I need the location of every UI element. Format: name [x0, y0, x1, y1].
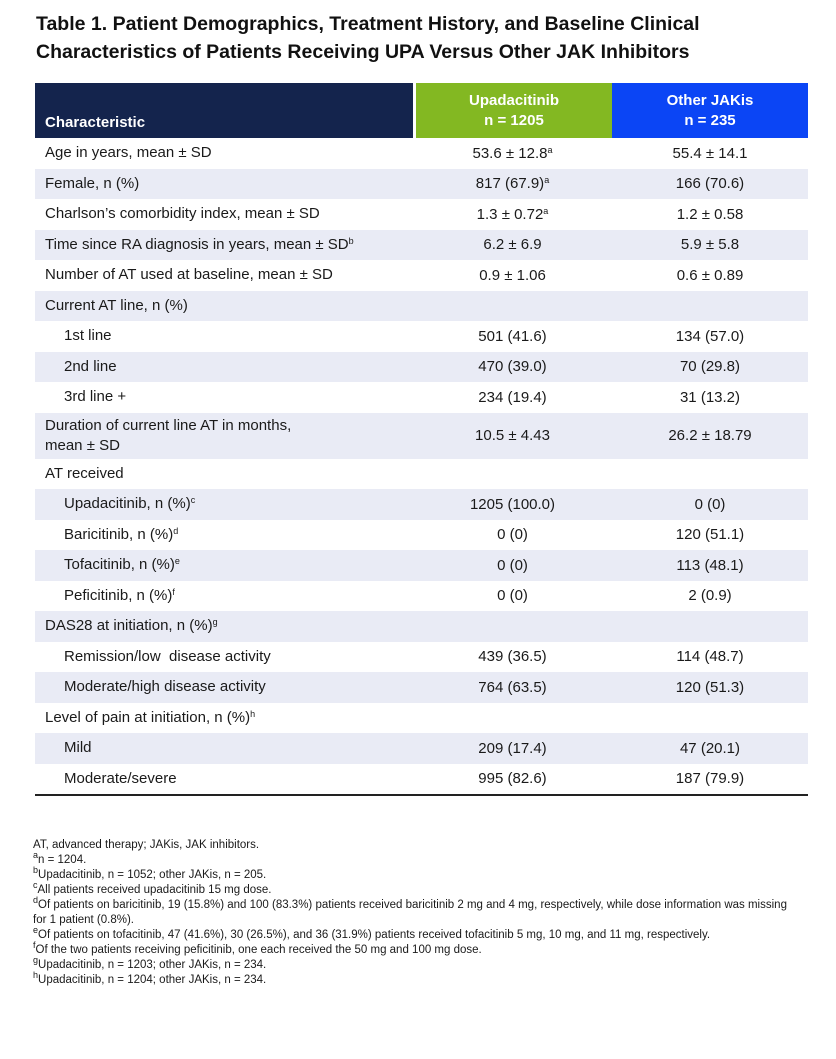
row-label: Upadacitinib, n (%)$^c$: [64, 495, 196, 513]
row-label: Peficitinib, n (%)$^f$: [64, 586, 175, 604]
row-other-value: 31 (13.2): [679, 388, 741, 406]
row-other-value: 114 (48.7): [676, 648, 744, 666]
row-upa-value: 0 (0): [497, 587, 528, 605]
row-other-value: 26.2 ± 18.79: [668, 427, 752, 444]
table-row: [35, 382, 808, 413]
row-label: Baricitinib, n (%)$^d$: [64, 525, 179, 543]
table-row: [35, 642, 808, 673]
table-row-section: [35, 291, 808, 322]
row-upa-value: 817 $(67.9)^a$: [475, 175, 550, 193]
footnote-f: $^f$Of the two patients receiving peficitinib, one each received the 50 mg and 100 mg dose.: [33, 940, 482, 956]
table-header: [35, 83, 808, 138]
header-upadacitinib: [416, 83, 612, 138]
row-other-value: 187 (79.9): [675, 770, 745, 788]
row-other-value: 166 (70.6): [675, 175, 745, 193]
table-row: [35, 260, 808, 291]
row-label: 3rd line +: [64, 388, 127, 406]
table-title: [36, 10, 816, 66]
row-upa-value: 209 (17.4): [478, 739, 547, 757]
row-label: Charlson’s comorbidity index, mean ± SD: [45, 205, 320, 223]
header-other-jakis-name: Other JAKis: [666, 91, 754, 109]
row-upa-value: 6.2 ± 6.9: [483, 236, 542, 254]
row-upa-value: 995 (82.6): [478, 770, 547, 788]
row-upa-value: 501 (41.6): [478, 327, 547, 345]
row-label: DAS28 at initiation, n (%)$^g$: [45, 617, 218, 635]
table-title-line-1: Table 1. Patient Demographics, Treatment History, and Baseline Clinical: [36, 13, 700, 35]
row-upa-value: 470 (39.0): [478, 358, 547, 376]
row-label: Current AT line, n (%): [45, 296, 188, 314]
row-upa-value: 0.9 ± 1.06: [479, 266, 546, 284]
row-other-value: 120 (51.3): [675, 678, 745, 696]
row-other-value: 1.2 ± 0.58: [676, 205, 744, 223]
footnotes: [33, 838, 803, 988]
table-row: [35, 581, 808, 612]
table-row: [35, 138, 808, 169]
row-label: Moderate/severe: [64, 769, 177, 787]
table-row: [35, 321, 808, 352]
row-other-value: 120 (51.1): [675, 526, 745, 544]
row-other-value: 0.6 ± 0.89: [676, 266, 744, 284]
row-label: Tofacitinib, n (%)$^e$: [64, 556, 180, 574]
table-row: [35, 733, 808, 764]
row-upa-value: 764 (63.5): [478, 678, 547, 696]
footnote-b: $^b$Upadacitinib, n = 1052; other JAKis, n = 205.: [33, 865, 267, 881]
table-row: [35, 230, 808, 261]
footnote-d: $^d$Of patients on baricitinib, 19 (15.8%) and 100 (83.3%) patients received baricitinib 2 mg and 4 mg, respectively, while dose information was missing for 1 patient (0.8%).: [33, 895, 787, 926]
footnote-a: $^a$n = 1204.: [33, 850, 87, 866]
table-row: [35, 413, 808, 459]
row-label-line-1: Duration of current line AT in months,: [45, 416, 292, 434]
row-label: 2nd line: [64, 357, 117, 375]
header-other-jakis-n: n = 235: [684, 111, 736, 129]
header-characteristic: Characteristic: [35, 83, 413, 138]
footnote-g: $^g$Upadacitinib, n = 1203; other JAKis, n = 234.: [33, 955, 267, 971]
row-upa-value: 10.5 ± 4.43: [475, 427, 550, 444]
row-label: Age in years, mean ± SD: [45, 144, 212, 162]
row-label: AT received: [45, 464, 124, 482]
table-row: [35, 550, 808, 581]
row-label: Moderate/high disease activity: [64, 678, 266, 696]
row-label: Time since RA diagnosis in years, mean ± $SD^b$: [45, 235, 354, 253]
row-other-value: 2 (0.9): [688, 587, 732, 605]
table-row: [35, 520, 808, 551]
row-upa-value: 0 (0): [497, 526, 528, 544]
header-other-jakis: [612, 83, 808, 138]
footnote-h: $^h$Upadacitinib, n = 1204; other JAKis, n = 234.: [33, 970, 267, 986]
table-row-section: [35, 611, 808, 642]
row-label: Number of AT used at baseline, mean ± SD: [45, 266, 333, 284]
row-label: Level of pain at initiation, n (%)$^h$: [45, 708, 256, 726]
footnote-e: $^e$Of patients on tofacitinib, 47 (41.6%), 30 (26.5%), and 36 (31.9%) patients received tofacitinib 5 mg, 10 mg, and 11 mg, respectively.: [33, 925, 711, 941]
table-row-section: [35, 459, 808, 490]
table-title-line-2: Characteristics of Patients Receiving UPA Versus Other JAK Inhibitors: [36, 41, 690, 63]
row-upa-value: 1.3 ± 0.72$^a$: [476, 205, 549, 223]
row-other-value: 134 (57.0): [675, 327, 745, 345]
header-upadacitinib-n: n = 1205: [484, 111, 544, 129]
row-upa-value: 0 (0): [497, 556, 528, 574]
row-other-value: 5.9 ± 5.8: [680, 236, 740, 254]
row-upa-value: 1205 (100.0): [469, 495, 556, 513]
table-row: [35, 672, 808, 703]
row-other-value: 70 (29.8): [679, 358, 741, 376]
row-other-value: 55.4 ± 14.1: [672, 144, 748, 162]
row-other-value: 47 (20.1): [679, 739, 741, 757]
row-label: 1st line: [64, 327, 112, 345]
row-upa-value: 53.6 ± 12.8$^a$: [472, 144, 553, 162]
row-other-value: 0 (0): [694, 495, 726, 513]
row-other-value: 113 (48.1): [676, 556, 744, 574]
row-label: Female, n (%): [45, 174, 140, 192]
table-row: [35, 764, 808, 795]
table-row: [35, 199, 808, 230]
table-row: [35, 169, 808, 200]
row-upa-value: 439 (36.5): [478, 648, 547, 666]
table-bottom-rule: [35, 794, 808, 796]
row-label: [35, 416, 413, 456]
row-label: Mild: [64, 739, 92, 757]
row-label-line-2: mean ± SD: [45, 436, 120, 454]
row-upa-value: 234 (19.4): [478, 388, 547, 406]
header-upadacitinib-name: Upadacitinib: [468, 91, 559, 109]
table-row: [35, 352, 808, 383]
table-row: [35, 489, 808, 520]
footnote-abbreviations: AT, advanced therapy; JAKis, JAK inhibitors.: [33, 839, 260, 851]
footnote-c: $^c$All patients received upadacitinib 15 mg dose.: [33, 880, 272, 896]
demographics-table: [35, 83, 808, 796]
row-label: Remission/low disease activity: [64, 647, 271, 665]
table-row-section: [35, 703, 808, 734]
